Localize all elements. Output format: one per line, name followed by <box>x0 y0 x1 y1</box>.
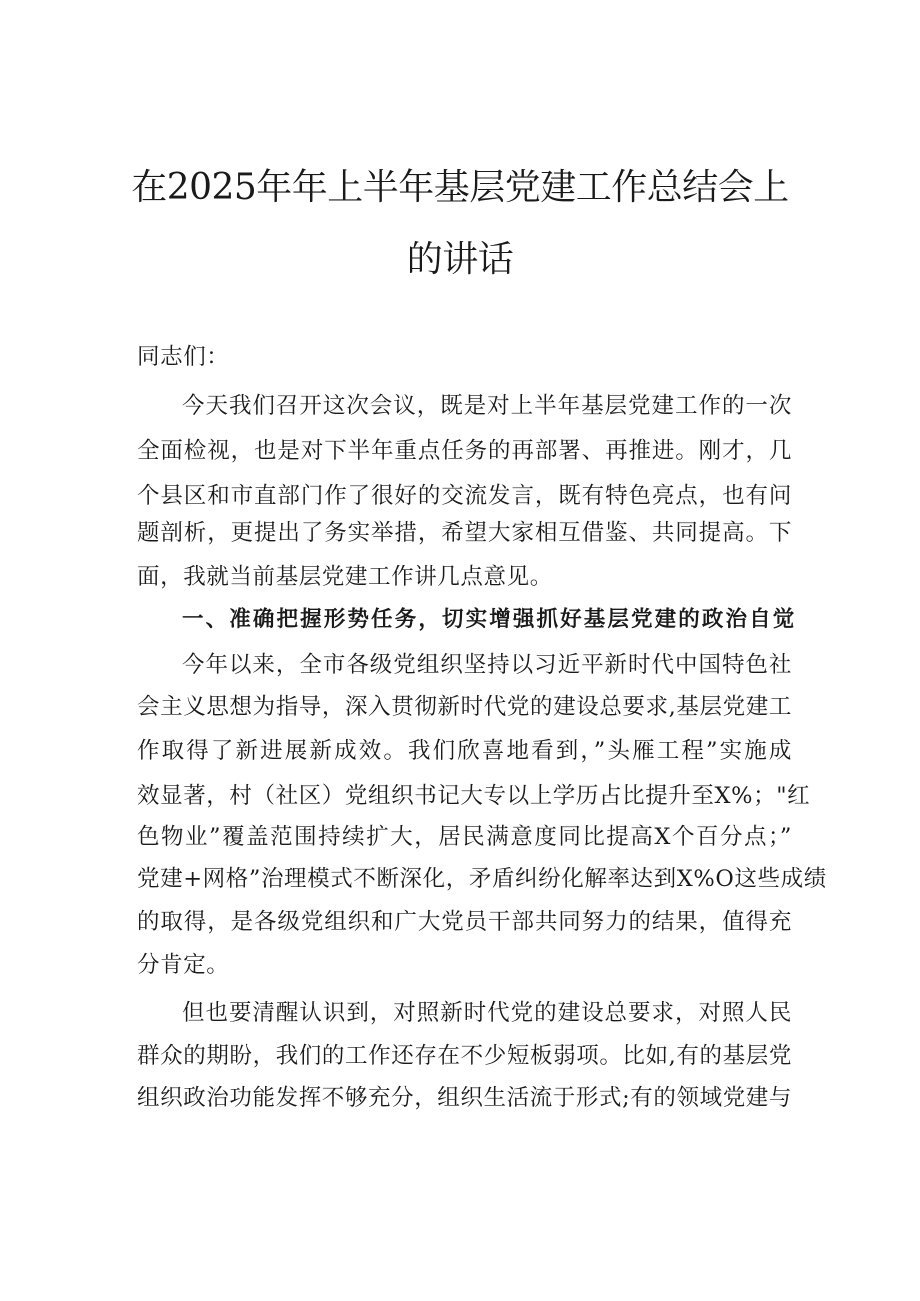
paragraph-2-line: 分肯定。 <box>137 952 230 978</box>
document-title-line-2: 的讲话 <box>406 239 514 280</box>
paragraph-2-line: 今年以来，全市各级党组织坚持以习近平新时代中国特色社 <box>182 652 792 678</box>
paragraph-2-line: 效显著，村（社区）党组织书记大专以上学历占比提升至X%；"红 <box>137 783 811 809</box>
paragraph-2-line: 色物业”覆盖范围持续扩大，居民满意度同比提高X个百分点；” <box>137 824 792 850</box>
paragraph-3-line: 组织政治功能发挥不够充分，组织生活流于形式;有的领域党建与 <box>137 1085 792 1111</box>
paragraph-2-line: 的取得，是各级党组织和广大党员干部共同努力的结果，值得充 <box>137 909 792 935</box>
paragraph-1-line: 全面检视，也是对下半年重点任务的再部署、再推进。刚才，几 <box>137 438 792 464</box>
paragraph-1-line: 面，我就当前基层党建工作讲几点意见。 <box>137 564 553 590</box>
paragraph-3-line: 但也要清醒认识到，对照新时代党的建设总要求，对照人民 <box>182 1000 792 1026</box>
salutation: 同志们： <box>137 344 230 370</box>
paragraph-2-line: 会主义思想为指导，深入贯彻新时代党的建设总要求,基层党建工 <box>137 694 792 720</box>
paragraph-1-line: 题剖析，更提出了务实举措，希望大家相互借鉴、共同提高。下 <box>137 520 792 546</box>
document-title-line-1: 在2025年年上半年基层党建工作总结会上 <box>131 167 789 208</box>
paragraph-1-line: 今天我们召开这次会议，既是对上半年基层党建工作的一次 <box>182 393 792 419</box>
paragraph-2-line: 党建+网格”治理模式不断深化，矛盾纠纷化解率达到X%O这些成绩 <box>137 866 827 892</box>
paragraph-2-line: 作取得了新进展新成效。我们欣喜地看到，”头雁工程”实施成 <box>137 738 792 764</box>
paragraph-3-line: 群众的期盼，我们的工作还存在不少短板弱项。比如,有的基层党 <box>137 1043 792 1069</box>
paragraph-1-line: 个县区和市直部门作了很好的交流发言，既有特色亮点，也有问 <box>137 483 792 509</box>
section-heading-1: 一、准确把握形势任务，切实增强抓好基层党建的政治自觉 <box>182 607 794 632</box>
